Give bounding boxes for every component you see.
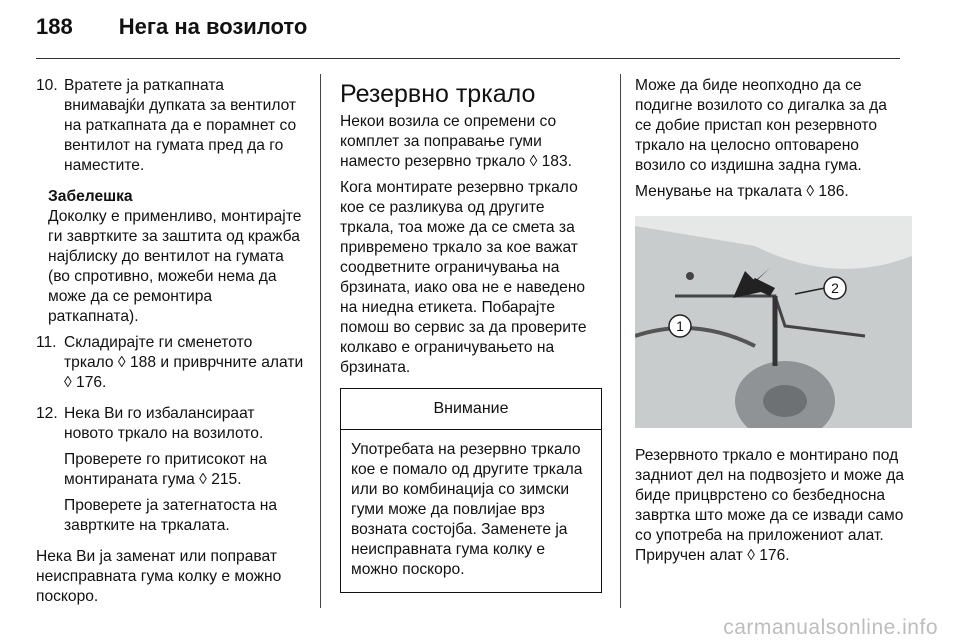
item-text: Нека Ви го избалансираат новото тркало на возилото. (64, 405, 264, 442)
spare-wheel-illustration (635, 216, 912, 428)
paragraph: Резервното тркало е монтирано под задниот дел на подвозјето и може да биде прицврстено со безбедносна завртка што може да се извади само со употреба на приложениот алат. Приручен алат ◊ 176. (635, 447, 905, 564)
page-header (36, 14, 307, 40)
column-2 (340, 80, 602, 593)
header-rule (36, 58, 900, 59)
chapter-title: Нега на возилото (118, 14, 308, 39)
closing-paragraph: Нека Ви ја заменат или поправат неисправната гума колку е можно поскоро. (36, 548, 282, 605)
section-heading: Резервно тркало (340, 80, 536, 108)
callout-1: 1 (676, 318, 684, 334)
callout-2: 2 (831, 280, 839, 296)
column-1 (36, 76, 306, 613)
warning-text: Употребата на резервно тркало кое е помало од другите тркала или во комбинација со зимски гуми може да повлијае врз возната состојба. Заменете ја неисправната гума колку е можно поскоро. (351, 441, 583, 578)
column-divider-1 (320, 74, 321, 608)
list-item-10 (36, 76, 306, 182)
item-text: Проверете ја затегнатоста на завртките на тркалата. (64, 497, 278, 534)
note-text: Доколку е применливо, монтирајте ги завртките за заштита од кражба најблиску до вентилот на гумата (во спротивно, можеби нема да може да се ремонтира раткапната). (48, 208, 302, 325)
note-block (36, 187, 306, 327)
spare-wheel-photo (635, 216, 912, 428)
paragraph: Некои возила се опремени со комплет за поправање гуми наместо резервно тркало ◊ 183. (340, 113, 572, 170)
watermark: carmanualsonline.info (723, 616, 938, 639)
item-text: Вратете ја раткапната внимавајќи дупката за вентилот на раткапната да е порамнет со вентилот на гумата пред да го наместите. (64, 77, 297, 174)
note-title: Забелешка (48, 188, 133, 205)
item-number: 11. (36, 334, 57, 351)
warning-box (340, 388, 602, 593)
paragraph: Може да биде неопходно да се подигне возилото со дигалка за да се добие пристап кон резервното тркало на целосно оптоварено возило со издишна задна гума. (635, 77, 887, 174)
item-text: Проверете го притисокот на монтираната гума ◊ 215. (64, 451, 267, 488)
page-number: 188 (36, 14, 73, 39)
paragraph: Менување на тркалата ◊ 186. (635, 183, 849, 200)
column-divider-2 (620, 74, 621, 608)
list-item-12 (36, 404, 306, 542)
column-3 (635, 76, 905, 572)
item-text: Складирајте ги сменетото тркало ◊ 188 и приврчните алати ◊ 176. (64, 334, 304, 391)
warning-title: Внимание (341, 389, 601, 430)
item-number: 12. (36, 405, 58, 422)
list-item-11 (36, 333, 306, 399)
paragraph: Кога монтирате резервно тркало кое се разликува од другите тркала, тоа може да се смета за привремено тркало за кое важат соодветните ограничувања на брзината, иако ова не е наведено на ниедна етикета. Побарајте помош во сервис за да проверите колкаво е ограничувањето на брзината. (340, 179, 587, 376)
item-number: 10. (36, 77, 58, 94)
